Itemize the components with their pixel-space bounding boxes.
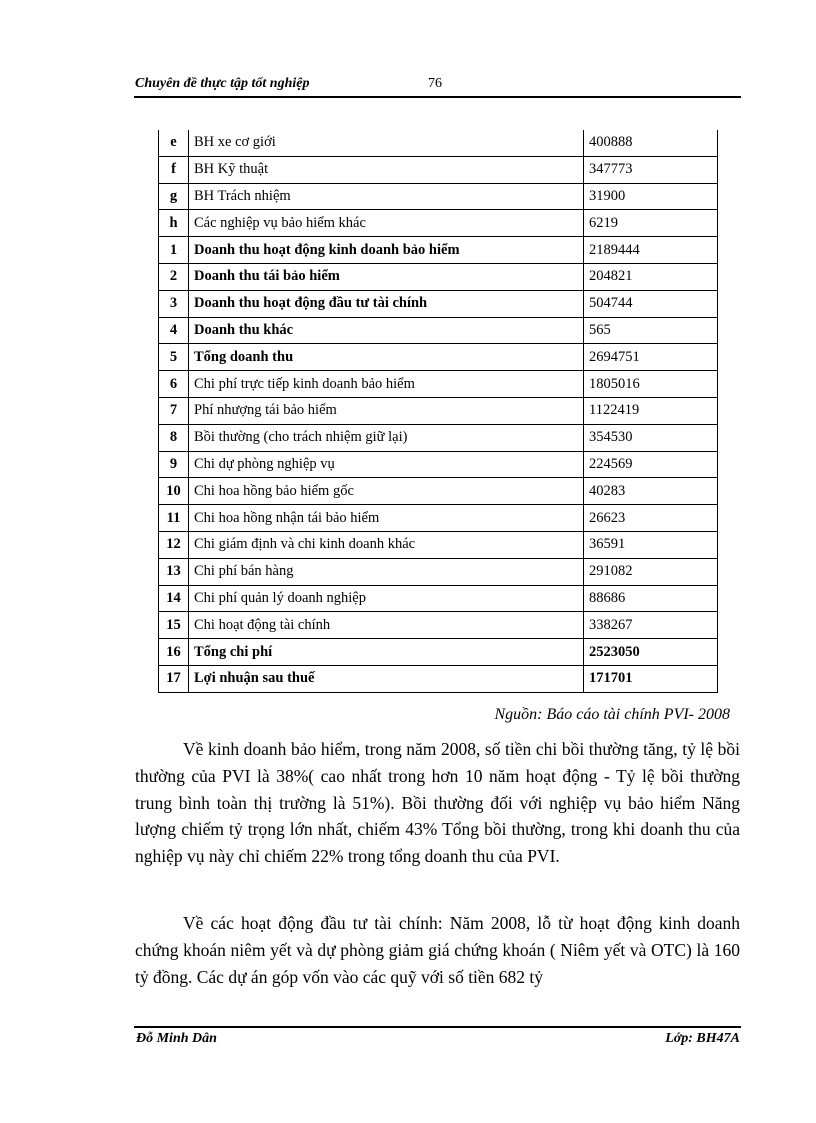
row-item-name: Chi hoa hồng nhận tái bảo hiểm	[189, 505, 584, 532]
row-value: 291082	[584, 558, 718, 585]
table-row	[159, 639, 718, 666]
footer-author: Đỗ Minh Dân	[136, 1031, 217, 1046]
row-number: 8	[159, 424, 189, 451]
row-item-name: Doanh thu hoạt động đầu tư tài chính	[189, 290, 584, 317]
row-number: 5	[159, 344, 189, 371]
page-header	[135, 76, 740, 92]
row-value: 1805016	[584, 371, 718, 398]
row-item-name: Lợi nhuận sau thuế	[189, 665, 584, 692]
table-row	[159, 531, 718, 558]
table-row	[159, 290, 718, 317]
row-number: 2	[159, 263, 189, 290]
row-number: 7	[159, 397, 189, 424]
row-value: 204821	[584, 263, 718, 290]
row-value: 338267	[584, 612, 718, 639]
footer-class: Lớp: BH47A	[665, 1031, 740, 1046]
table-row	[159, 424, 718, 451]
row-value: 40283	[584, 478, 718, 505]
table-row	[159, 371, 718, 398]
row-number: 15	[159, 612, 189, 639]
row-number: h	[159, 210, 189, 237]
row-number: 17	[159, 665, 189, 692]
row-value: 224569	[584, 451, 718, 478]
table-row	[159, 505, 718, 532]
row-value: 26623	[584, 505, 718, 532]
row-item-name: Doanh thu khác	[189, 317, 584, 344]
row-number: 4	[159, 317, 189, 344]
row-value: 6219	[584, 210, 718, 237]
row-item-name: Tổng doanh thu	[189, 344, 584, 371]
row-item-name: Doanh thu tái bảo hiểm	[189, 263, 584, 290]
footer-divider	[134, 1026, 741, 1028]
row-value: 36591	[584, 531, 718, 558]
source-note: Nguồn: Báo cáo tài chính PVI- 2008	[494, 706, 730, 723]
row-number: 6	[159, 371, 189, 398]
table-row	[159, 263, 718, 290]
row-item-name: Các nghiệp vụ bảo hiểm khác	[189, 210, 584, 237]
table-row	[159, 156, 718, 183]
page-number: 76	[428, 76, 442, 91]
table-row	[159, 478, 718, 505]
paragraph-financial-investment: Về các hoạt động đầu tư tài chính: Năm 2008, lỗ từ hoạt động kinh doanh chứng khoán niêm yết và dự phòng giảm giá chứng khoán ( Niêm yết và OTC) là 160 tỷ đồng. Các dự án góp vốn vào các quỹ với số tiền 682 tỷ	[135, 913, 740, 987]
table-body	[159, 130, 718, 692]
row-value: 400888	[584, 130, 718, 156]
row-item-name: Phí nhượng tái bảo hiểm	[189, 397, 584, 424]
row-number: 14	[159, 585, 189, 612]
table-row	[159, 558, 718, 585]
row-item-name: Chi giám định và chi kinh doanh khác	[189, 531, 584, 558]
row-value: 88686	[584, 585, 718, 612]
row-value: 354530	[584, 424, 718, 451]
table-row	[159, 585, 718, 612]
table-row	[159, 210, 718, 237]
row-number: 1	[159, 237, 189, 264]
row-item-name: BH Trách nhiệm	[189, 183, 584, 210]
row-value: 2189444	[584, 237, 718, 264]
table-row	[159, 612, 718, 639]
row-item-name: Tổng chi phí	[189, 639, 584, 666]
header-divider	[134, 96, 741, 98]
row-item-name: Chi phí quản lý doanh nghiệp	[189, 585, 584, 612]
row-item-name: Chi phí bán hàng	[189, 558, 584, 585]
table-row	[159, 665, 718, 692]
financial-table	[158, 130, 718, 693]
row-item-name: BH xe cơ giới	[189, 130, 584, 156]
row-value: 2523050	[584, 639, 718, 666]
row-value: 31900	[584, 183, 718, 210]
table-row	[159, 130, 718, 156]
table-row	[159, 317, 718, 344]
row-number: 12	[159, 531, 189, 558]
row-item-name: Chi hoạt động tài chính	[189, 612, 584, 639]
row-item-name: Chi dự phòng nghiệp vụ	[189, 451, 584, 478]
table-row	[159, 344, 718, 371]
table-row	[159, 397, 718, 424]
row-item-name: Chi phí trực tiếp kinh doanh bảo hiểm	[189, 371, 584, 398]
header-title: Chuyên đề thực tập tốt nghiệp	[135, 76, 310, 91]
row-number: 16	[159, 639, 189, 666]
table-row	[159, 183, 718, 210]
row-number: f	[159, 156, 189, 183]
row-item-name: BH Kỹ thuật	[189, 156, 584, 183]
table-row	[159, 237, 718, 264]
row-number: 11	[159, 505, 189, 532]
table-row	[159, 451, 718, 478]
row-number: g	[159, 183, 189, 210]
row-value: 2694751	[584, 344, 718, 371]
paragraph-insurance-business: Về kinh doanh bảo hiểm, trong năm 2008, số tiền chi bồi thường tăng, tỷ lệ bồi thường của PVI là 38%( cao nhất trong hơn 10 năm hoạt động - Tỷ lệ bồi thường trung bình toàn thị trường là 51%). Bồi thường đối với nghiệp vụ bảo hiểm Năng lượng chiếm tỷ trọng lớn nhất, chiếm 43% Tổng bồi thường, trong khi doanh thu của nghiệp vụ này chỉ chiếm 22% trong tổng doanh thu của PVI.	[135, 739, 740, 867]
row-number: 10	[159, 478, 189, 505]
row-value: 565	[584, 317, 718, 344]
row-value: 1122419	[584, 397, 718, 424]
row-number: e	[159, 130, 189, 156]
row-number: 3	[159, 290, 189, 317]
row-number: 9	[159, 451, 189, 478]
row-value: 347773	[584, 156, 718, 183]
row-item-name: Chi hoa hồng bảo hiểm gốc	[189, 478, 584, 505]
row-value: 171701	[584, 665, 718, 692]
row-number: 13	[159, 558, 189, 585]
row-value: 504744	[584, 290, 718, 317]
row-item-name: Doanh thu hoạt động kinh doanh bảo hiểm	[189, 237, 584, 264]
row-item-name: Bồi thường (cho trách nhiệm giữ lại)	[189, 424, 584, 451]
